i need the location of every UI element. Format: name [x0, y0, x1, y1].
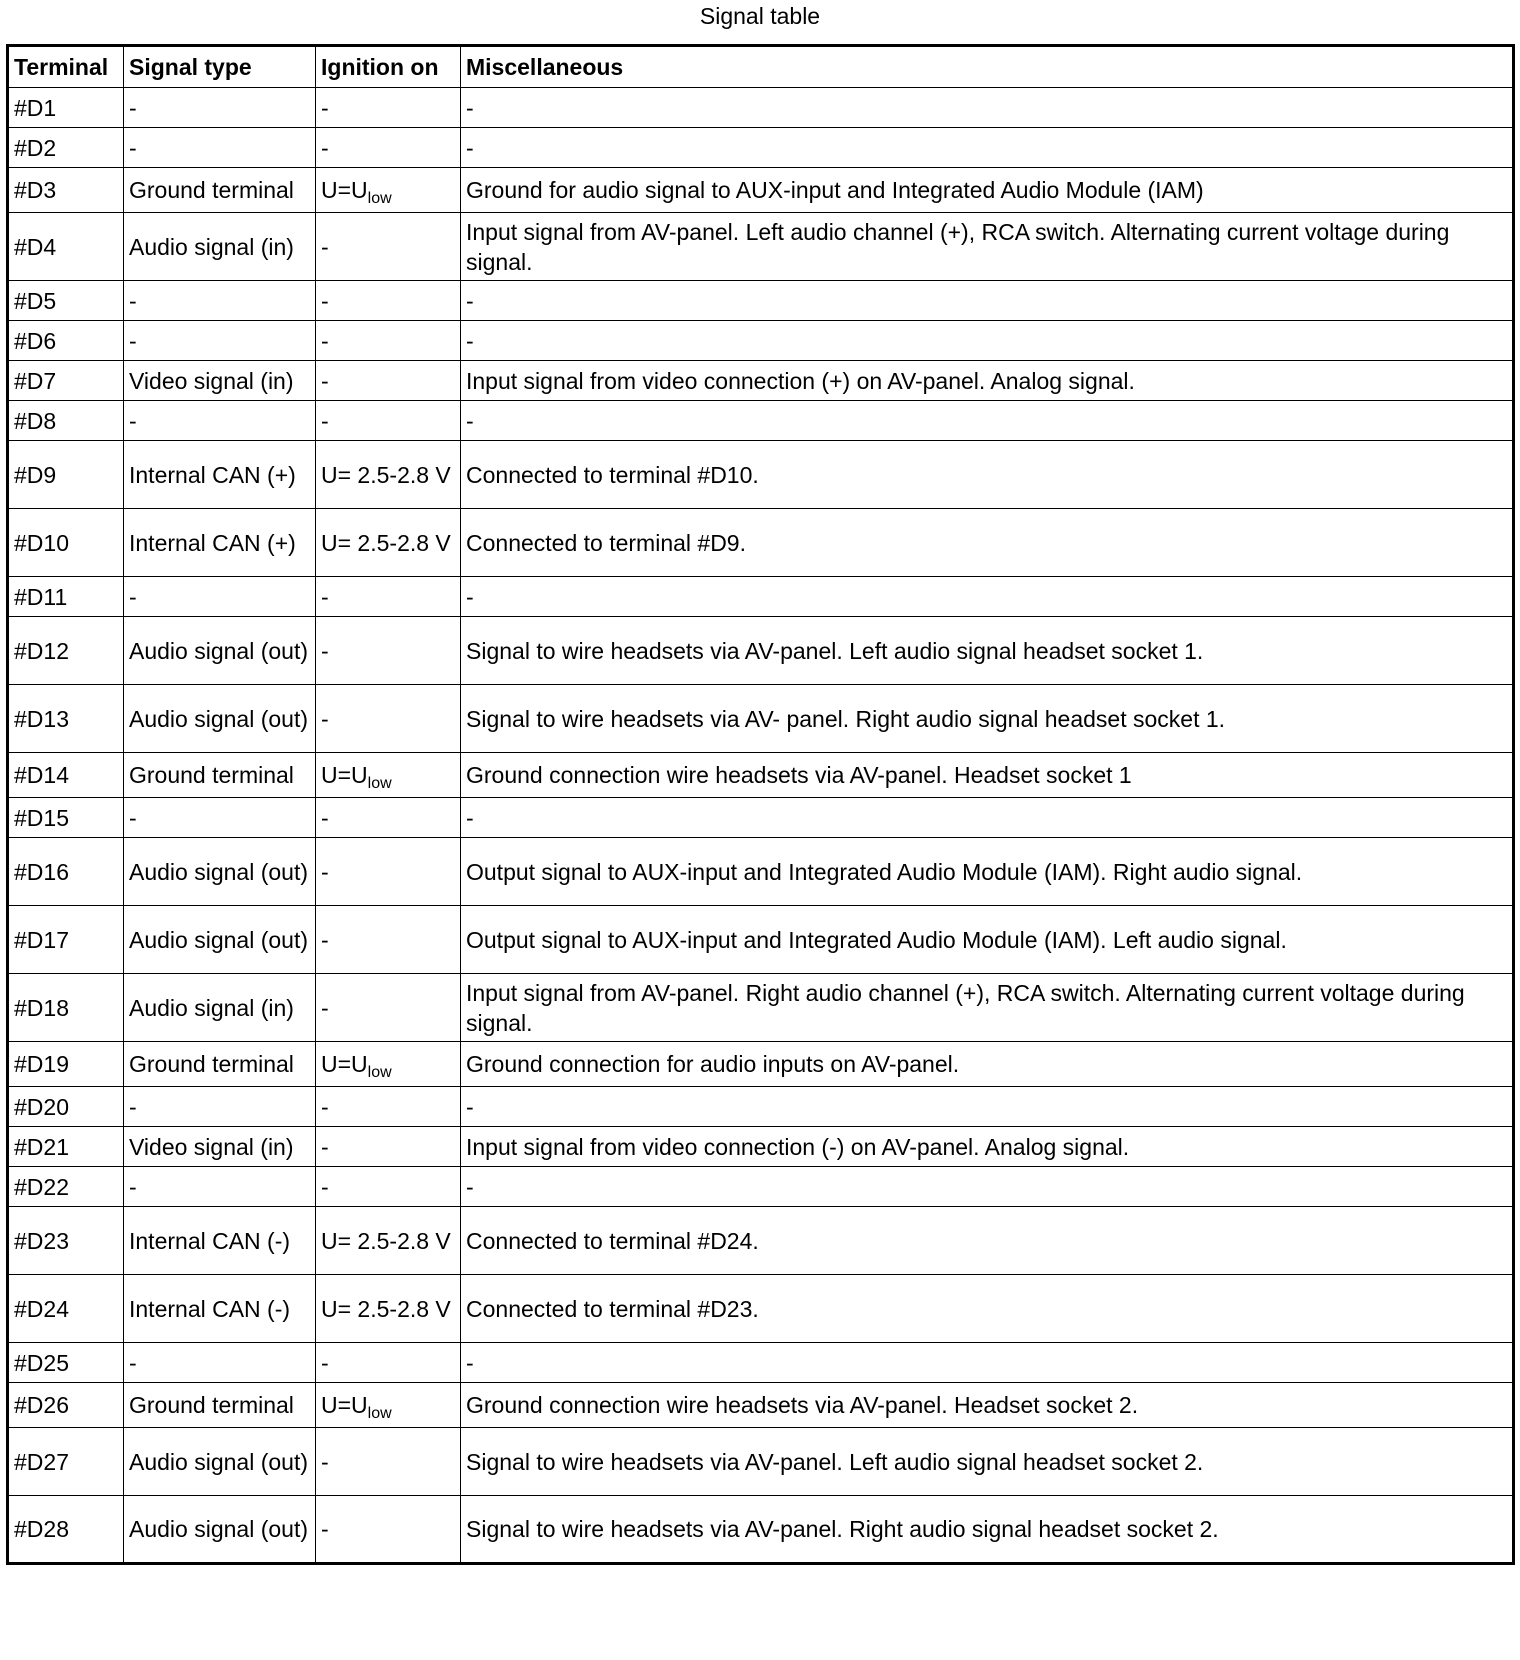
cell-terminal: #D1 [8, 88, 124, 128]
table-row [8, 974, 1514, 1042]
cell-ignition-on: - [316, 617, 461, 685]
cell-terminal: #D16 [8, 838, 124, 906]
table-row [8, 1343, 1514, 1383]
cell-signal-type: Audio signal (in) [124, 213, 316, 281]
cell-terminal: #D4 [8, 213, 124, 281]
cell-miscellaneous: Signal to wire headsets via AV-panel. Left audio signal headset socket 1. [461, 617, 1514, 685]
table-row [8, 753, 1514, 798]
ignition-subscript: low [367, 1064, 392, 1081]
cell-terminal: #D11 [8, 577, 124, 617]
cell-terminal: #D17 [8, 906, 124, 974]
cell-signal-type: Audio signal (out) [124, 838, 316, 906]
table-row [8, 128, 1514, 168]
cell-ignition-on: - [316, 838, 461, 906]
table-row [8, 168, 1514, 213]
cell-terminal: #D18 [8, 974, 124, 1042]
table-row [8, 361, 1514, 401]
cell-miscellaneous: Input signal from video connection (-) on AV-panel. Analog signal. [461, 1127, 1514, 1167]
cell-miscellaneous: Input signal from video connection (+) on AV-panel. Analog signal. [461, 361, 1514, 401]
table-row [8, 321, 1514, 361]
cell-signal-type: Internal CAN (-) [124, 1207, 316, 1275]
cell-ignition-on: - [316, 798, 461, 838]
ignition-value: U=U [321, 177, 368, 203]
cell-miscellaneous: - [461, 798, 1514, 838]
cell-ignition-on [316, 1383, 461, 1428]
table-row [8, 1207, 1514, 1275]
cell-signal-type: Ground terminal [124, 753, 316, 798]
table-row [8, 281, 1514, 321]
cell-terminal: #D26 [8, 1383, 124, 1428]
cell-signal-type: Internal CAN (-) [124, 1275, 316, 1343]
table-row [8, 838, 1514, 906]
ignition-value: U=U [321, 1051, 368, 1077]
cell-miscellaneous: Ground for audio signal to AUX-input and Integrated Audio Module (IAM) [461, 168, 1514, 213]
table-row [8, 1428, 1514, 1496]
cell-ignition-on: U= 2.5-2.8 V [316, 509, 461, 577]
cell-ignition-on: - [316, 1127, 461, 1167]
cell-signal-type: - [124, 577, 316, 617]
cell-terminal: #D8 [8, 401, 124, 441]
table-header-row [8, 46, 1514, 88]
cell-signal-type: - [124, 401, 316, 441]
cell-ignition-on [316, 753, 461, 798]
cell-ignition-on: - [316, 1428, 461, 1496]
cell-miscellaneous: Ground connection for audio inputs on AV-panel. [461, 1042, 1514, 1087]
table-caption-text: Signal table [699, 3, 821, 29]
cell-signal-type: Internal CAN (+) [124, 509, 316, 577]
cell-miscellaneous: Signal to wire headsets via AV-panel. Left audio signal headset socket 2. [461, 1428, 1514, 1496]
cell-terminal: #D27 [8, 1428, 124, 1496]
table-row [8, 1275, 1514, 1343]
table-body [8, 88, 1514, 1564]
table-row [8, 509, 1514, 577]
table-row [8, 617, 1514, 685]
cell-signal-type: Audio signal (out) [124, 617, 316, 685]
cell-ignition-on: - [316, 401, 461, 441]
cell-ignition-on: - [316, 906, 461, 974]
cell-miscellaneous: Output signal to AUX-input and Integrated Audio Module (IAM). Right audio signal. [461, 838, 1514, 906]
cell-miscellaneous: - [461, 1087, 1514, 1127]
cell-signal-type: Audio signal (out) [124, 685, 316, 753]
cell-terminal: #D9 [8, 441, 124, 509]
table-row [8, 906, 1514, 974]
cell-terminal: #D6 [8, 321, 124, 361]
cell-terminal: #D25 [8, 1343, 124, 1383]
cell-signal-type: Ground terminal [124, 168, 316, 213]
table-row [8, 1087, 1514, 1127]
cell-signal-type: Audio signal (in) [124, 974, 316, 1042]
signal-table [6, 44, 1515, 1565]
cell-miscellaneous: - [461, 1167, 1514, 1207]
cell-terminal: #D14 [8, 753, 124, 798]
cell-terminal: #D13 [8, 685, 124, 753]
cell-signal-type: Audio signal (out) [124, 906, 316, 974]
table-row [8, 577, 1514, 617]
table-row [8, 1127, 1514, 1167]
cell-miscellaneous: - [461, 1343, 1514, 1383]
cell-signal-type: Audio signal (out) [124, 1496, 316, 1564]
cell-terminal: #D12 [8, 617, 124, 685]
cell-miscellaneous: Connected to terminal #D24. [461, 1207, 1514, 1275]
cell-terminal: #D24 [8, 1275, 124, 1343]
cell-terminal: #D15 [8, 798, 124, 838]
ignition-subscript: low [367, 190, 392, 207]
cell-terminal: #D23 [8, 1207, 124, 1275]
column-header-miscellaneous: Miscellaneous [461, 46, 1514, 88]
cell-miscellaneous: - [461, 281, 1514, 321]
table-row [8, 213, 1514, 281]
cell-miscellaneous: - [461, 401, 1514, 441]
table-caption [0, 2, 1520, 30]
cell-signal-type: - [124, 1167, 316, 1207]
cell-terminal: #D28 [8, 1496, 124, 1564]
cell-terminal: #D20 [8, 1087, 124, 1127]
cell-ignition-on: U= 2.5-2.8 V [316, 1207, 461, 1275]
table-row [8, 1042, 1514, 1087]
column-header-terminal: Terminal [8, 46, 124, 88]
table-row [8, 441, 1514, 509]
cell-terminal: #D3 [8, 168, 124, 213]
cell-ignition-on: - [316, 577, 461, 617]
table-row [8, 685, 1514, 753]
cell-ignition-on [316, 1042, 461, 1087]
cell-signal-type: Ground terminal [124, 1383, 316, 1428]
cell-miscellaneous: - [461, 321, 1514, 361]
cell-miscellaneous: Connected to terminal #D23. [461, 1275, 1514, 1343]
table-row [8, 798, 1514, 838]
cell-miscellaneous: Input signal from AV-panel. Right audio channel (+), RCA switch. Alternating current voltage during signal. [461, 974, 1514, 1042]
cell-signal-type: Ground terminal [124, 1042, 316, 1087]
cell-ignition-on: - [316, 128, 461, 168]
table-row [8, 1383, 1514, 1428]
cell-miscellaneous: - [461, 577, 1514, 617]
cell-miscellaneous: - [461, 128, 1514, 168]
cell-ignition-on: U= 2.5-2.8 V [316, 1275, 461, 1343]
column-header-signal-type: Signal type [124, 46, 316, 88]
cell-ignition-on: - [316, 1087, 461, 1127]
cell-terminal: #D5 [8, 281, 124, 321]
cell-terminal: #D21 [8, 1127, 124, 1167]
cell-ignition-on: - [316, 88, 461, 128]
cell-miscellaneous: Ground connection wire headsets via AV-panel. Headset socket 2. [461, 1383, 1514, 1428]
table-row [8, 1167, 1514, 1207]
cell-miscellaneous: Input signal from AV-panel. Left audio channel (+), RCA switch. Alternating current voltage during signal. [461, 213, 1514, 281]
table-row [8, 88, 1514, 128]
ignition-value: U=U [321, 762, 368, 788]
cell-ignition-on: - [316, 281, 461, 321]
cell-signal-type: - [124, 1087, 316, 1127]
cell-signal-type: - [124, 88, 316, 128]
cell-miscellaneous: Signal to wire headsets via AV-panel. Right audio signal headset socket 2. [461, 1496, 1514, 1564]
cell-signal-type: - [124, 281, 316, 321]
cell-miscellaneous: Signal to wire headsets via AV- panel. Right audio signal headset socket 1. [461, 685, 1514, 753]
cell-ignition-on: - [316, 1496, 461, 1564]
table-row [8, 1496, 1514, 1564]
cell-ignition-on: - [316, 361, 461, 401]
cell-miscellaneous: - [461, 88, 1514, 128]
cell-signal-type: - [124, 1343, 316, 1383]
cell-signal-type: - [124, 321, 316, 361]
column-header-ignition-on: Ignition on [316, 46, 461, 88]
cell-terminal: #D10 [8, 509, 124, 577]
cell-ignition-on: U= 2.5-2.8 V [316, 441, 461, 509]
cell-ignition-on: - [316, 685, 461, 753]
cell-ignition-on: - [316, 1343, 461, 1383]
cell-ignition-on [316, 168, 461, 213]
ignition-value: U=U [321, 1392, 368, 1418]
cell-signal-type: - [124, 798, 316, 838]
cell-signal-type: Audio signal (out) [124, 1428, 316, 1496]
cell-terminal: #D2 [8, 128, 124, 168]
cell-ignition-on: - [316, 1167, 461, 1207]
cell-ignition-on: - [316, 974, 461, 1042]
cell-signal-type: - [124, 128, 316, 168]
cell-miscellaneous: Ground connection wire headsets via AV-panel. Headset socket 1 [461, 753, 1514, 798]
cell-miscellaneous: Connected to terminal #D9. [461, 509, 1514, 577]
cell-ignition-on: - [316, 321, 461, 361]
ignition-subscript: low [367, 775, 392, 792]
cell-signal-type: Internal CAN (+) [124, 441, 316, 509]
cell-ignition-on: - [316, 213, 461, 281]
cell-terminal: #D7 [8, 361, 124, 401]
cell-miscellaneous: Connected to terminal #D10. [461, 441, 1514, 509]
ignition-subscript: low [367, 1405, 392, 1422]
cell-miscellaneous: Output signal to AUX-input and Integrated Audio Module (IAM). Left audio signal. [461, 906, 1514, 974]
cell-signal-type: Video signal (in) [124, 361, 316, 401]
table-row [8, 401, 1514, 441]
cell-terminal: #D22 [8, 1167, 124, 1207]
cell-signal-type: Video signal (in) [124, 1127, 316, 1167]
cell-terminal: #D19 [8, 1042, 124, 1087]
